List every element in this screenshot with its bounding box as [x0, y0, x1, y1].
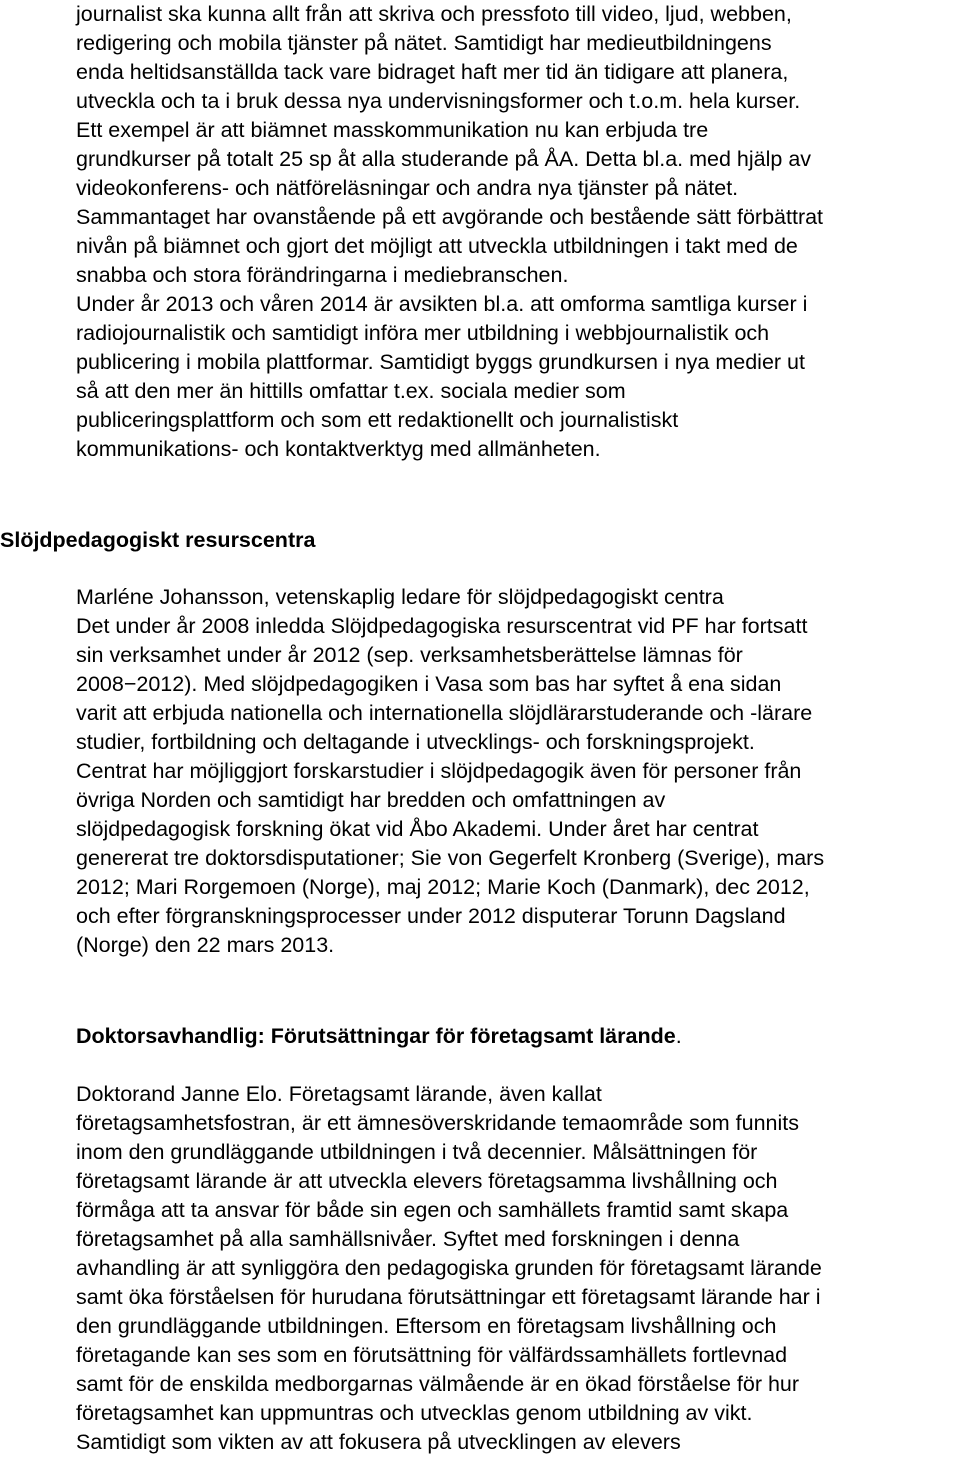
paragraph-line: Det under år 2008 inledda Slöjdpedagogiska resurscentrat vid PF har fortsatt — [76, 614, 808, 638]
paragraph-line: samt för de enskilda medborgarnas välmående är en ökad förståelse för hur — [76, 1372, 800, 1396]
paragraph-line: Centrat har möjliggjort forskarstudier i slöjdpedagogik även för personer från — [76, 759, 802, 783]
paragraph-line: nivån på biämnet och gjort det möjligt att utveckla utbildningen i takt med de — [76, 234, 798, 258]
paragraph-line: slöjdpedagogisk forskning ökat vid Åbo Akademi. Under året har centrat — [76, 817, 759, 841]
paragraph-line: videokonferens- och nätföreläsningar och andra nya tjänster på nätet. — [76, 176, 739, 200]
paragraph-line: 2008−2012). Med slöjdpedagogiken i Vasa som bas har syftet å ena sidan — [76, 672, 782, 696]
paragraph-line: företagsamhet på alla samhällsnivåer. Syftet med forskningen i denna — [76, 1227, 740, 1251]
paragraph-line: 2012; Mari Rorgemoen (Norge), maj 2012; Marie Koch (Danmark), dec 2012, — [76, 875, 810, 899]
paragraph-line: varit att erbjuda nationella och internationella slöjdlärarstuderande och -lärare — [76, 701, 813, 725]
paragraph-line: övriga Norden och samtidigt har bredden och omfattningen av — [76, 788, 666, 812]
paragraph-line: publiceringsplattform och som ett redaktionellt och journalistiskt — [76, 408, 679, 432]
paragraph-line: förmåga att ta ansvar för både sin egen och samhällets framtid samt skapa — [76, 1198, 789, 1222]
paragraph-line: Marléne Johansson, vetenskaplig ledare för slöjdpedagogiskt centra — [76, 585, 724, 609]
paragraph-line: snabba och stora förändringarna i mediebranschen. — [76, 263, 569, 287]
paragraph-line: Ett exempel är att biämnet masskommunikation nu kan erbjuda tre — [76, 118, 709, 142]
paragraph-line: inom den grundläggande utbildningen i två decennier. Målsättningen för — [76, 1140, 758, 1164]
paragraph-line: företagsamt lärande är att utveckla elevers företagsamma livshållning och — [76, 1169, 778, 1193]
paragraph-line: företagsamhetsfostran, är ett ämnesöverskridande temaområde som funnits — [76, 1111, 799, 1135]
paragraph-line: Doktorand Janne Elo. Företagsamt lärande, även kallat — [76, 1082, 602, 1106]
paragraph-line: journalist ska kunna allt från att skriva och pressfoto till video, ljud, webben, — [76, 2, 792, 26]
paragraph-line: publicering i mobila plattformar. Samtidigt byggs grundkursen i nya medier ut — [76, 350, 805, 374]
paragraph-line: Under år 2013 och våren 2014 är avsikten bl.a. att omforma samtliga kurser i — [76, 292, 808, 316]
paragraph-line: den grundläggande utbildningen. Eftersom en företagsam livshållning och — [76, 1314, 777, 1338]
dissertation-title: Doktorsavhandlig: Förutsättningar för företagsamt lärande — [76, 1024, 676, 1048]
paragraph-line: utveckla och ta i bruk dessa nya undervisningsformer och t.o.m. hela kurser. — [76, 89, 801, 113]
paragraph-line: kommunikations- och kontaktverktyg med allmänheten. — [76, 437, 601, 461]
paragraph-line: avhandling är att synliggöra den pedagogiska grunden för företagsamt lärande — [76, 1256, 822, 1280]
paragraph-line: företagande kan ses som en förutsättning för välfärdssamhällets fortlevnad — [76, 1343, 788, 1367]
section-dissertation — [76, 1080, 960, 1457]
paragraph-line: så att den mer än hittills omfattar t.ex. sociala medier som — [76, 379, 626, 403]
paragraph-line: enda heltidsanställda tack vare bidraget haft mer tid än tidigare att planera, — [76, 60, 789, 84]
dissertation-title-period: . — [675, 1024, 682, 1048]
paragraph-line: (Norge) den 22 mars 2013. — [76, 933, 335, 957]
paragraph-line: samt öka förståelsen för hurudana förutsättningar ett företagsamt lärande har i — [76, 1285, 821, 1309]
paragraph-line: grundkurser på totalt 25 sp åt alla studerande på ÅA. Detta bl.a. med hjälp av — [76, 147, 812, 171]
section-heading-dissertation — [76, 1022, 682, 1051]
paragraph-line: Samtidigt som vikten av att fokusera på utvecklingen av elevers — [76, 1430, 681, 1454]
section-heading-slojd: Slöjdpedagogiskt resurscentra — [0, 528, 316, 552]
paragraph-line: redigering och mobila tjänster på nätet. Samtidigt har medieutbildningens — [76, 31, 772, 55]
paragraph-line: radiojournalistik och samtidigt införa mer utbildning i webbjournalistik och — [76, 321, 770, 345]
paragraph-line: studier, fortbildning och deltagande i utvecklings- och forskningsprojekt. — [76, 730, 755, 754]
paragraph-line: företagsamhet kan uppmuntras och utvecklas genom utbildning av vikt. — [76, 1401, 753, 1425]
paragraph-line: genererat tre doktorsdisputationer; Sie von Gegerfelt Kronberg (Sverige), mars — [76, 846, 825, 870]
paragraph-line: sin verksamhet under år 2012 (sep. verksamhetsberättelse lämnas för — [76, 643, 743, 667]
section-slojd-resource-center — [76, 583, 960, 960]
paragraph-line: Sammantaget har ovanstående på ett avgörande och bestående sätt förbättrat — [76, 205, 824, 229]
paragraph-line: och efter förgranskningsprocesser under 2012 disputerar Torunn Dagsland — [76, 904, 786, 928]
section-media-education — [76, 0, 960, 464]
